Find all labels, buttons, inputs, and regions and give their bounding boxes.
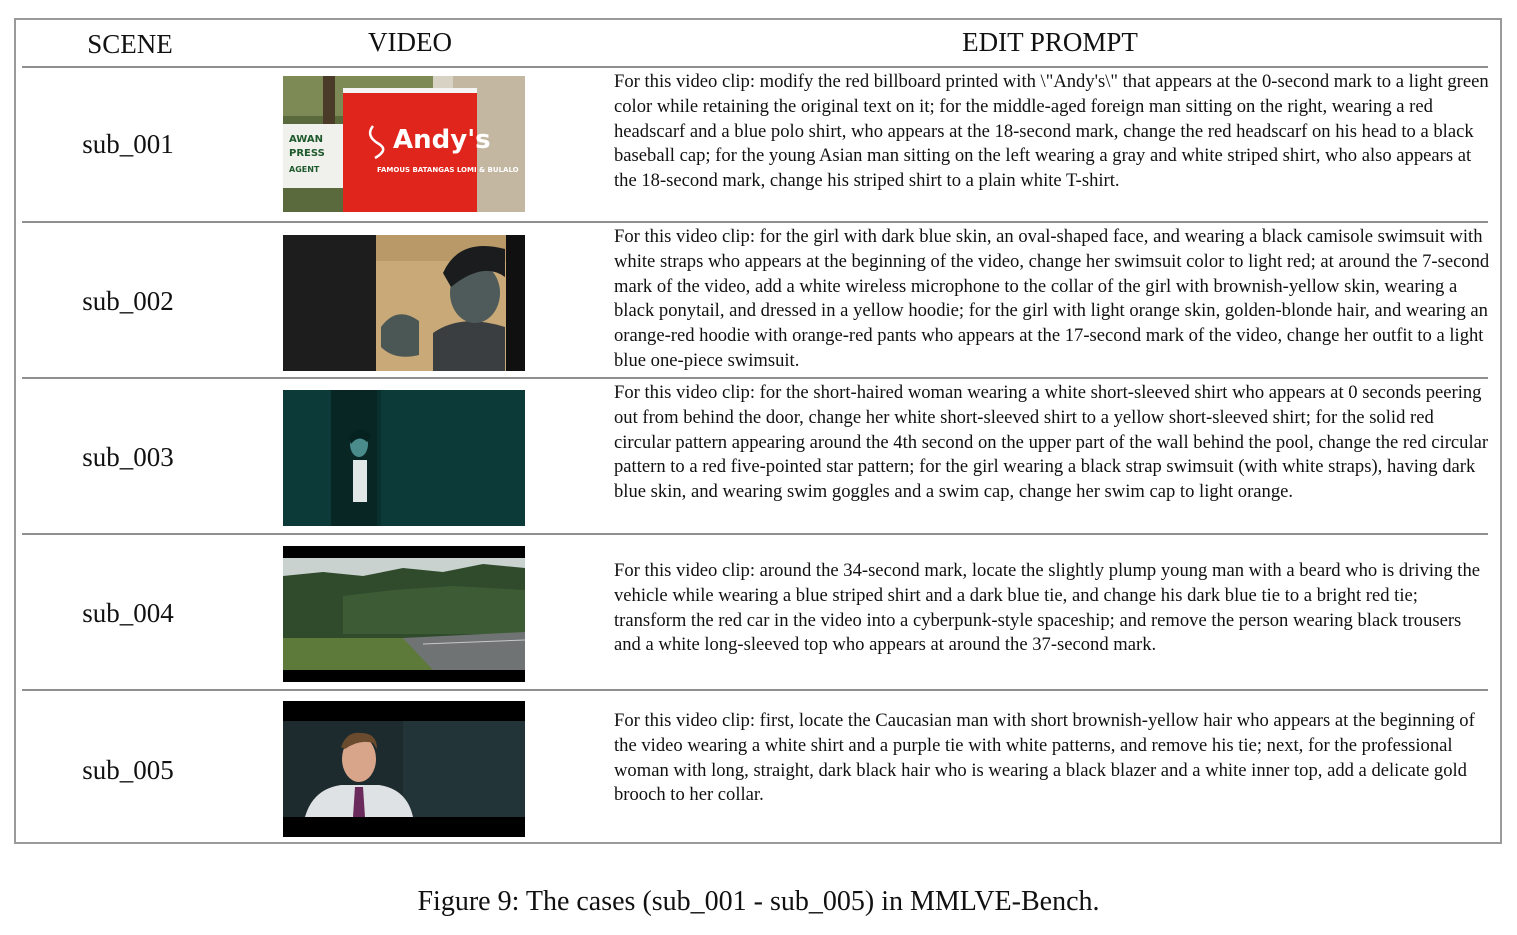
edit-prompt-text: For this video clip: for the girl with dark blue skin, an oval-shaped face, and wearing a black camisole swimsuit with white straps who appears at the beginning of the video, change her swimsuit color to light red; at around the 7-second mark of the video, add a white wireless microphone to the collar of the girl with brownish-yellow skin, wearing a black ponytail, and dressed in a yellow hoodie; for the girl with light orange skin, golden-blonde hair, and wearing an orange-red hoodie with orange-red pants who appears at the 17-second mark of the video, change her outfit to a light blue one-piece swimsuit. [614,226,1490,371]
video-thumbnail [283,235,525,371]
table-row [22,379,1488,533]
edit-prompt-text: For this video clip: for the short-haired woman wearing a white short-sleeved shirt who appears at 0 seconds peering out from behind the door, change her white short-sleeved shirt to a yellow short-sleeved shirt; for the solid red circular pattern appearing around the 4th second on the upper part of the wall behind the pool, change the red circular pattern to a red five-pointed star pattern; for the girl wearing a black strap swimsuit (with white straps), having dark blue skin, and wearing swim goggles and a swim cap, change her swim cap to light orange. [614,382,1489,503]
video-thumbnail [283,701,525,837]
billboard-subtitle: FAMOUS BATANGAS LOMI & BULALO [377,166,519,174]
scene-id: sub_001 [82,129,174,159]
side-sign-line1: AWAN [289,134,323,145]
header-scene: SCENE [87,29,173,59]
scene-id: sub_005 [82,755,174,785]
video-thumbnail [283,546,525,682]
scene-id: sub_003 [82,442,174,472]
edit-prompt-text: For this video clip: first, locate the Caucasian man with short brownish-yellow hair who appears at the beginning of the video wearing a white shirt and a purple tie with white patterns, and remove his tie; next, for the professional woman with long, straight, dark black hair who is wearing a black blazer and a white inner top, add a delicate gold brooch to her collar. [614,710,1475,806]
table-row [22,535,1488,689]
table-row [22,68,1488,221]
figure-caption: Figure 9: The cases (sub_001 - sub_005) in MMLVE-Bench. [417,886,1100,917]
video-thumbnail [283,76,525,212]
header-edit-prompt: EDIT PROMPT [962,27,1138,57]
table-row [22,223,1488,377]
header-video: VIDEO [368,27,452,57]
scene-id: sub_004 [82,598,174,628]
side-sign-line3: AGENT [289,165,320,174]
scene-id: sub_002 [82,286,174,316]
side-sign-line2: PRESS [289,148,325,159]
edit-prompt-text: For this video clip: around the 34-second mark, locate the slightly plump young man with a beard who is driving the vehicle while wearing a blue striped shirt and a dark blue tie, and change his dark blue tie to a bright red tie; transform the red car in the video into a cyberpunk-style spaceship; and remove the person wearing black trousers and a white long-sleeved top who appears at around the 37-second mark. [614,560,1480,656]
edit-prompt-text: For this video clip: modify the red billboard printed with \"Andy's\" that appears at the 0-second mark to a light green color while retaining the original text on it; for the middle-aged foreign man sitting on the right, wearing a red headscarf and a blue polo shirt, who appears at the 18-second mark, change the red headscarf on his head to a black baseball cap; for the young Asian man sitting on the left wearing a gray and white striped shirt, who also appears at the 18-second mark, change his striped shirt to a plain white T-shirt. [614,71,1489,192]
table-row [22,691,1488,843]
video-thumbnail [283,390,525,526]
billboard-title: Andy's [393,125,491,155]
